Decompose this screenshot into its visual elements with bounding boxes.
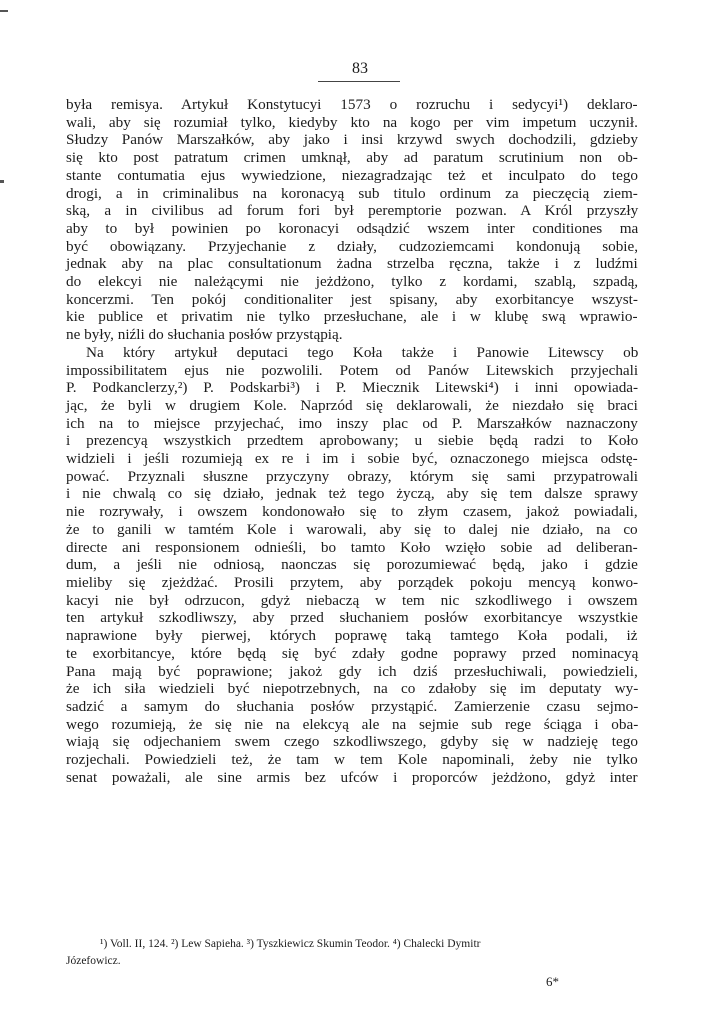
text-line: senat poważali, ale sine armis bez ufców i proporców jeżdżono, gdyż inter xyxy=(66,768,638,786)
text-line: te exorbitancye, które będą się być zdały godne poprawy przed nominacyą xyxy=(66,644,639,662)
text-line: jąc, że byli w drugiem Kole. Naprzód się deklarowali, że niezdało się braci xyxy=(66,396,638,414)
text-line: ne były, niźli do słuchania posłów przystąpią. xyxy=(66,326,343,344)
text-line: Słudzy Panów Marszałków, aby jako i insi krzywd swych dochodzili, gdzieby xyxy=(66,131,638,149)
text-line: widzieli i jeśli rozumieją ex re i im i sobie być, oznaczonego miejsca odstę- xyxy=(66,450,638,468)
text-line: Pana mają być poprawione; jakoż gdy ich dziś przesłuchiwali, powiedzieli, xyxy=(66,662,638,680)
footnotes xyxy=(66,936,638,970)
text-line: była remisya. Artykuł Konstytucyi 1573 o rozruchu i sedycyi¹) deklaro- xyxy=(66,96,638,113)
text-line: ich na to miejsce przyjechać, imo inszy plac od P. Marszałków naznaczony xyxy=(66,414,638,432)
text-line: directe ani responsionem odnieśli, bo tamto Koło wzięło sobie ad deliberan- xyxy=(66,538,638,556)
text-line: że to ganili w tamtém Kole i warowali, aby się to dalej nie działo, na co xyxy=(66,520,638,538)
text-line: wiają się odjechaniem swem czego szkodliwszego, gdyby się w nadzieję tego xyxy=(66,733,638,751)
signature-mark: 6* xyxy=(546,974,559,989)
text-line: pować. Przyznali słuszne przyczyny obrazy, którym się sami przypatrowali xyxy=(66,467,639,485)
text-line: do elekcyi nie należącymi nie jeżdżono, tylko z kordami, szablą, szpadą, xyxy=(66,273,639,291)
text-line: wego rozumieją, że się nie na elekcyą ale na sejmie sub rege ściąga i oba- xyxy=(66,715,639,733)
text-line: kacyi nie był odrzucon, gdyż niebaczą w tem nic szkodliwego i owszem xyxy=(66,591,638,609)
text-line: i nie chwalą co się działo, jednak też tego życzą, aby się tem dalsze sprawy xyxy=(66,485,639,503)
text-line: stante contumatia ejus wywiedzione, niezagradzając też et inculpato do tego xyxy=(66,166,639,184)
text-line: aby to był powinien po koronacyi odsądzić wszem inter conditiones ma xyxy=(66,219,639,237)
text-line: kie publice et privatim nie tylko przesłuchane, ale i w klubę swą wprawio- xyxy=(66,308,638,326)
text-line: wali, aby się rozumiał tylko, kiedyby kto na kogo per vim impetum uczynił. xyxy=(66,113,638,131)
text-line: impossibilitatem ejus nie pozwolili. Potem od Panów Litewskich przyjechali xyxy=(66,361,639,379)
footnote-line: Józefowicz. xyxy=(66,955,121,967)
text-line: się kto post patratum crimen umknął, aby ad paratum scrutinium non ob- xyxy=(66,149,638,167)
margin-mark-top xyxy=(0,10,8,12)
text-line: koncerzmi. Ten pokój conditionaliter jest spisany, aby exorbitancye wszyst- xyxy=(66,290,638,308)
text-line: że ich siła wiedzieli być niepotrzebnych, na co zdałoby się im deputaty wy- xyxy=(66,680,639,698)
text-line: sadzić a samym do słuchania posłów przystąpić. Zamierzenie czasu sejmo- xyxy=(66,697,639,715)
margin-mark-left xyxy=(0,180,4,183)
page-number: 83 xyxy=(352,60,368,77)
text-line: rozjechali. Powiedzieli też, że tam w tem Kole napominali, żeby nie tylko xyxy=(66,751,638,769)
text-line: być obowiązany. Przyjechanie z działy, cudzoziemcami kondonują sobie, xyxy=(66,237,639,255)
text-line: dum, a jeśli nie odniosą, naonczas się porozumiewać będą, jako i gdzie xyxy=(66,556,638,574)
body-text xyxy=(66,96,638,786)
text-line: naprawione były pierwej, których poprawę taką tamtego Koła podali, iż xyxy=(66,627,638,645)
text-line: Na który artykuł deputaci tego Koła także i Panowie Litewscy ob xyxy=(86,343,639,361)
text-line: ską, a in civilibus ad forum fori był peremptorie pozwan. A Król przyszły xyxy=(66,202,639,220)
text-line: i prezencyą wszystkich przedtem aprobowany; u siebie będą radzi to Koło xyxy=(66,432,639,450)
page-number-rule xyxy=(318,81,400,82)
text-line: jednak aby na plac consultationum żadna strzelba ręczna, także i z ludźmi xyxy=(66,255,638,273)
paragraph-1 xyxy=(66,96,638,344)
paragraph-2 xyxy=(66,344,638,787)
footnote-line: ¹) Voll. II, 124. ²) Lew Sapieha. ³) Tyszkiewicz Skumin Teodor. ⁴) Chalecki Dymitr xyxy=(100,938,481,950)
text-line: P. Podkanclerzy,²) P. Podskarbi³) i P. Miecznik Litewski⁴) i inni opowiada- xyxy=(66,379,639,397)
text-line: ten artykuł szkodliwszy, aby przed słuchaniem posłów exorbitancye wszystkie xyxy=(66,609,638,627)
text-line: drogi, a in criminalibus na koronacyą sub titulo ordinum za pieczęcią ziem- xyxy=(66,184,638,202)
text-line: mieliby się zjeżdżać. Prosili przytem, aby porządek pokoju mencyą konwo- xyxy=(66,573,639,591)
text-line: nie rozrywały, i owszem kondonowało się to złym czasem, jakoż powiadali, xyxy=(66,503,638,521)
